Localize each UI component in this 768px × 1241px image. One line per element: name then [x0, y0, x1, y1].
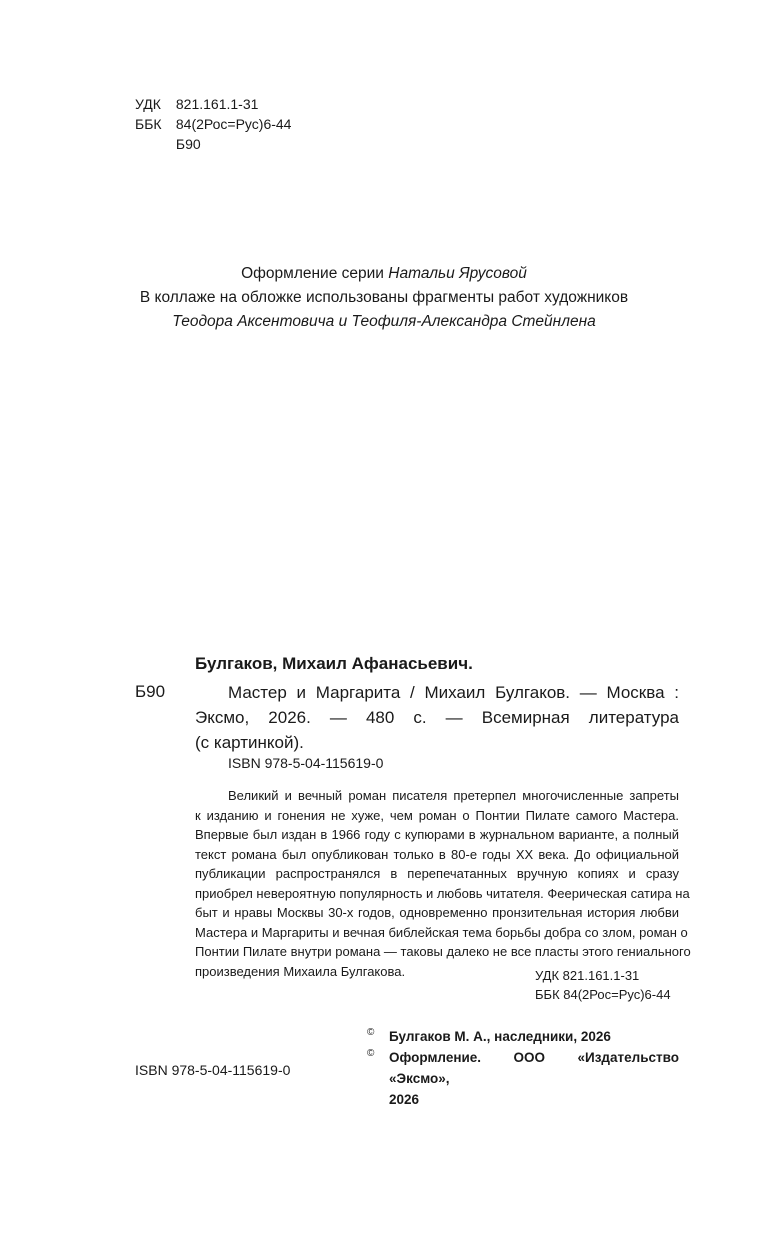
classification-block-top — [135, 94, 291, 154]
annotation-line: к изданию и гонения не хуже, чем роман о Понтии Пилате самого Мастера. — [195, 807, 679, 823]
copyright-author: Булгаков М. А., наследники, 2026 — [389, 1029, 611, 1044]
annotation-line: текст романа был опубликован только в 80-е годы XX века. До официальной — [195, 846, 679, 862]
biblio-line-1: Мастер и Маргарита / Михаил Булгаков. — Москва : — [228, 683, 679, 702]
copyright-design-year: 2026 — [389, 1092, 420, 1107]
annotation-line: Впервые был издан в 1966 году с купюрами в журнальном варианте, а полный — [195, 827, 679, 842]
annotation-line: Мастера и Маргариты и вечная библейская тема борьбы добра со злом, роман о — [195, 924, 688, 940]
udk-value: 821.161.1-31 — [175, 96, 259, 112]
annotation-line: приобрел невероятную популярность и любовь читателя. Феерическая сатира на — [195, 885, 690, 901]
isbn-record: ISBN 978-5-04-115619-0 — [228, 755, 384, 771]
copyright-item-author — [367, 1026, 679, 1047]
bbk-label: ББК — [135, 116, 162, 132]
biblio-line-3: (с картинкой). — [195, 733, 304, 752]
isbn-bottom: ISBN 978-5-04-115619-0 — [135, 1062, 291, 1078]
design-credits — [0, 262, 768, 334]
author-code-left: Б90 — [135, 682, 166, 701]
bbk-value: 84(2Рос=Рус)6-44 — [175, 116, 292, 132]
copyright-symbol: © — [367, 1048, 375, 1059]
author-heading: Булгаков, Михаил Афанасьевич. — [195, 654, 473, 673]
bibliographic-record — [195, 680, 679, 755]
collage-credit: В коллаже на обложке использованы фрагменты работ художников — [139, 289, 629, 306]
copyright-design: Оформление. ООО «Издательство «Эксмо», — [389, 1050, 679, 1086]
author-code: Б90 — [175, 136, 201, 152]
bbk-bottom: ББК 84(2Рос=Рус)6-44 — [535, 987, 671, 1002]
annotation-line: публикации распространялся в перепечатанных вручную копиях и сразу — [195, 866, 679, 881]
udk-label: УДК — [135, 96, 161, 112]
artists-names: Теодора Аксентовича и Теофиля-Александра Стейнлена — [172, 313, 596, 330]
annotation — [195, 786, 691, 981]
series-designer-name: Натальи Ярусовой — [388, 265, 527, 282]
copyright-notices — [367, 1026, 679, 1110]
classification-block-bottom — [535, 966, 671, 1004]
copyright-symbol: © — [367, 1027, 375, 1038]
annotation-line: произведения Михаила Булгакова. — [195, 963, 406, 979]
annotation-line: Понтии Пилате внутри романа — таковы далеко не все пласты этого гениального — [195, 944, 691, 959]
udk-bottom: УДК 821.161.1-31 — [535, 968, 640, 983]
biblio-line-2: Эксмо, 2026. — 480 с. — Всемирная литература — [195, 708, 679, 727]
annotation-line: Великий и вечный роман писателя претерпел многочисленные запреты — [228, 788, 679, 803]
annotation-line: быт и нравы Москвы 30-х годов, одновременно пронзительная история любви — [195, 905, 679, 920]
copyright-item-design — [367, 1047, 679, 1110]
series-design-label: Оформление серии — [241, 265, 384, 282]
